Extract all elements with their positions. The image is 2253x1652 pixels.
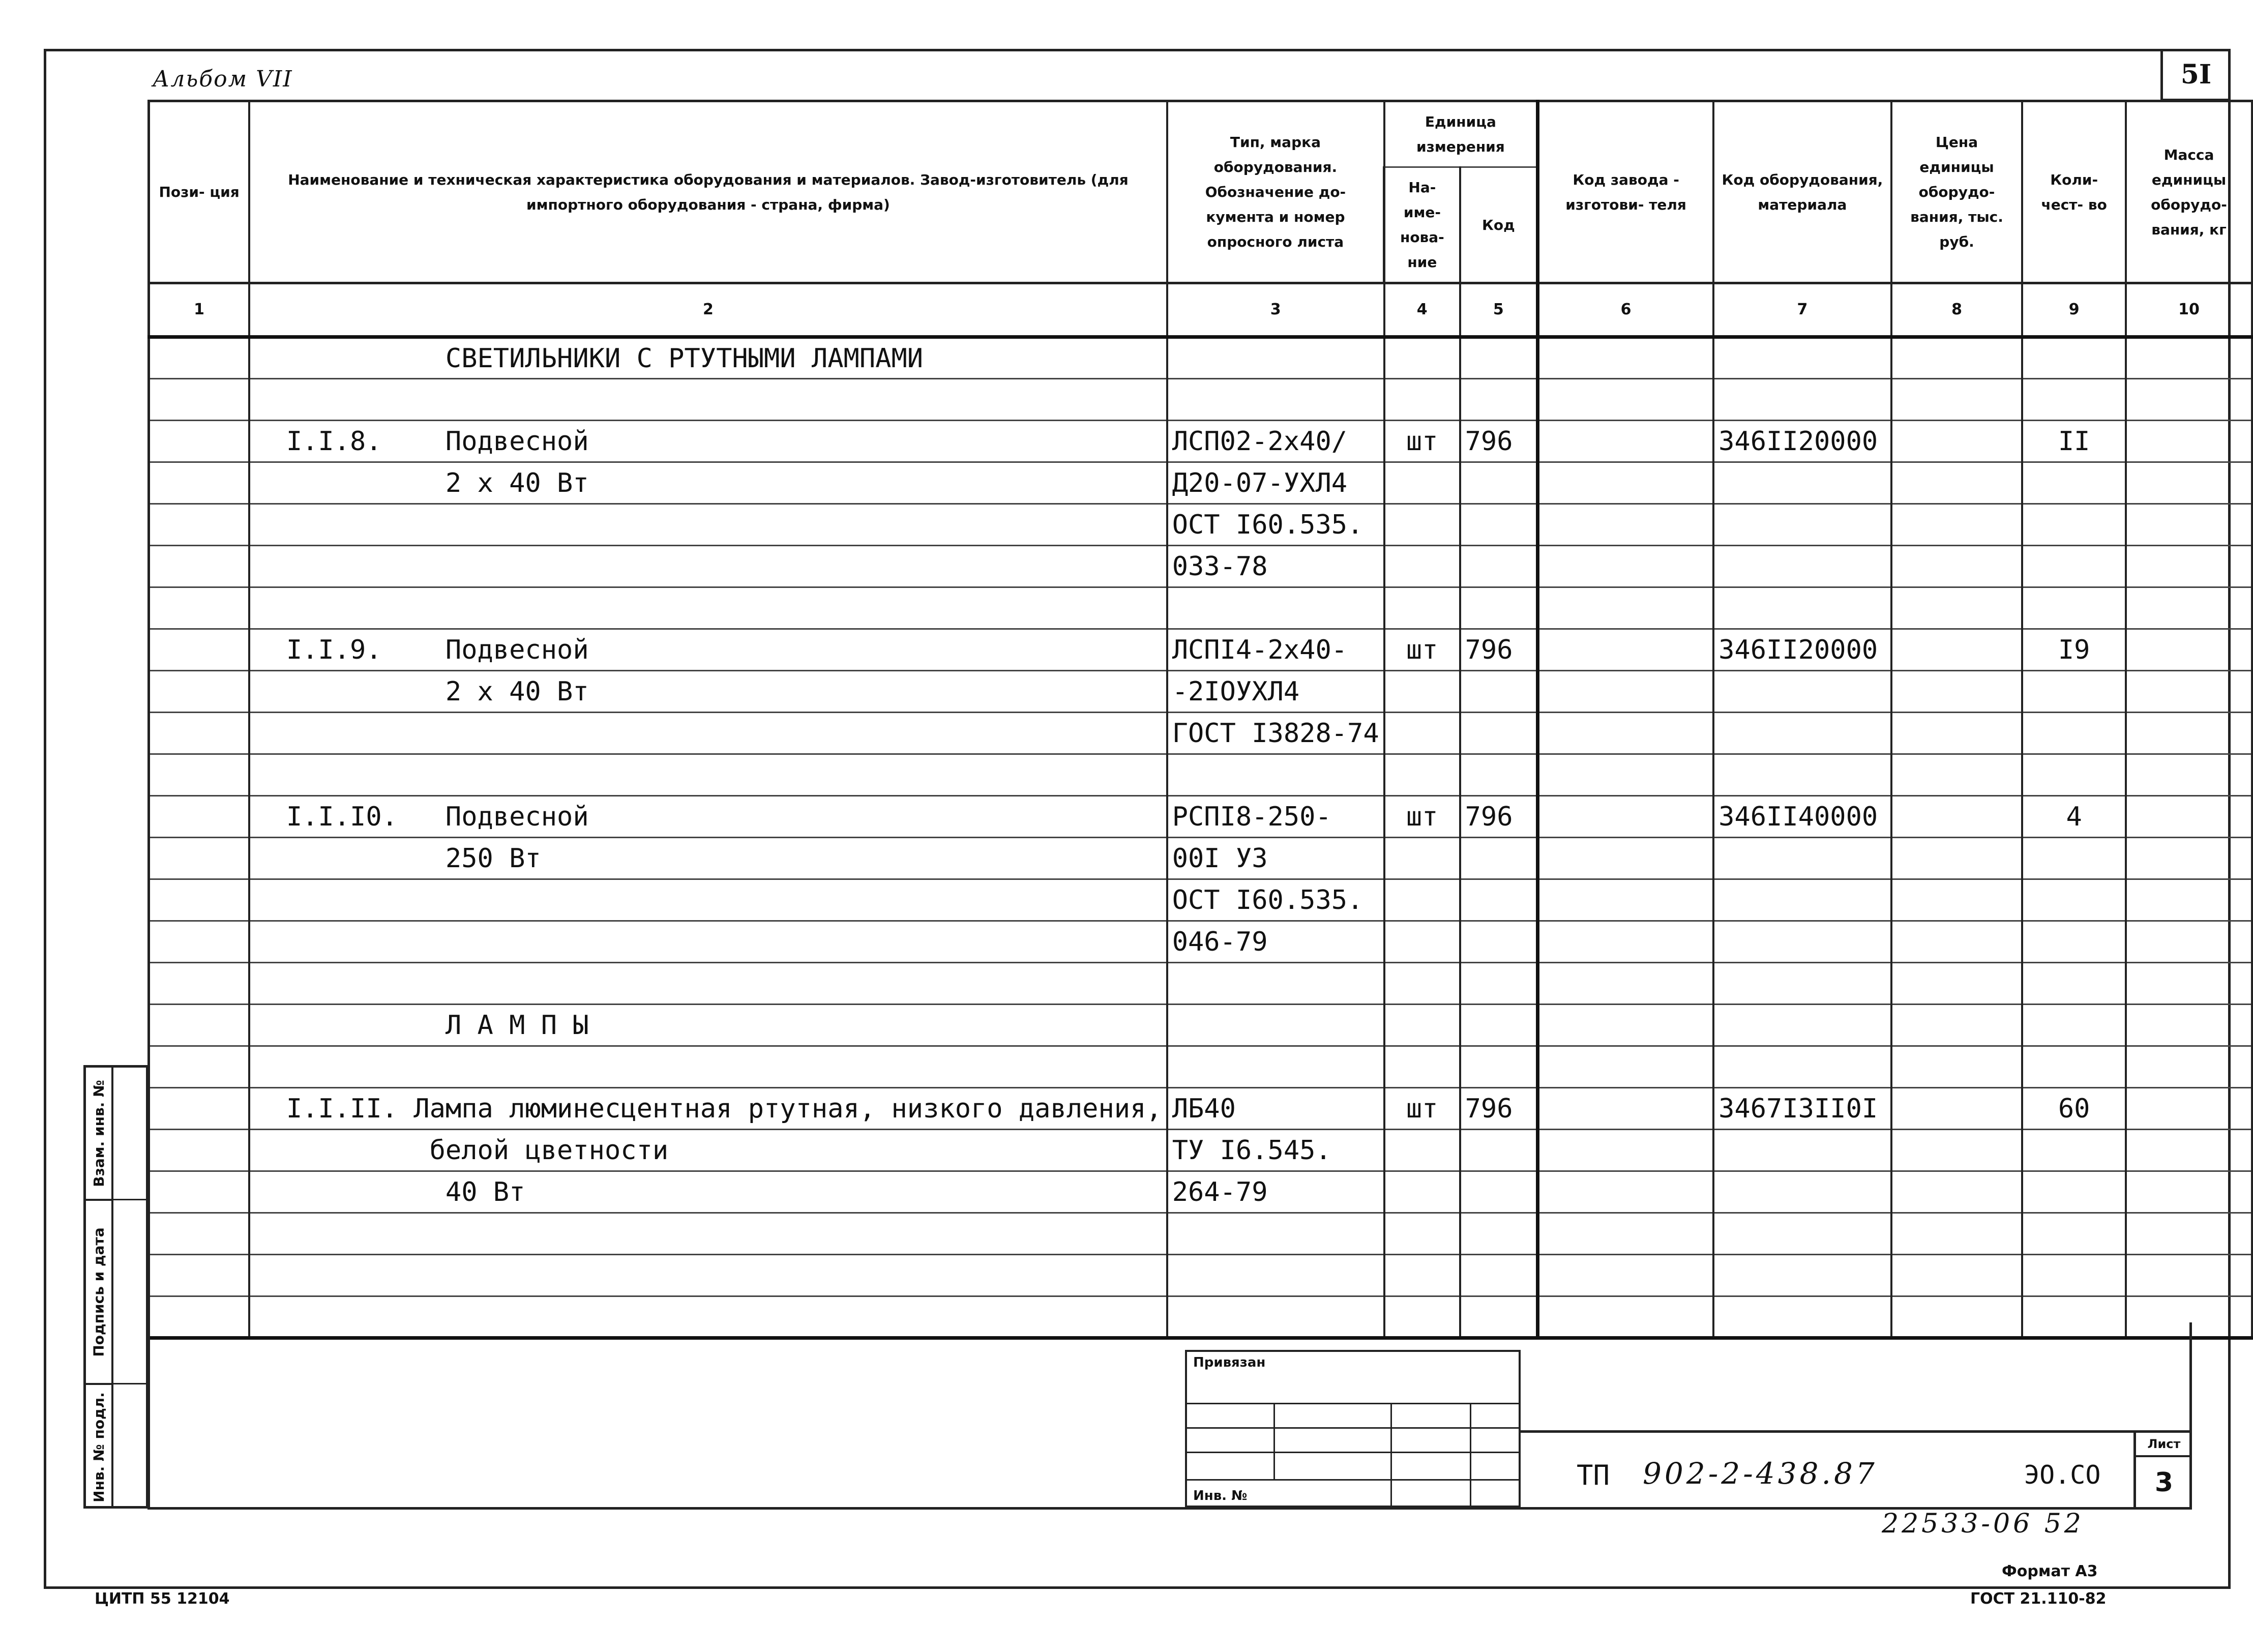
- cell-maker: [1538, 796, 1714, 838]
- cell-name: [249, 754, 1167, 796]
- cell-name: I.I.II. Лампа люминесцентная ртутная, низкого давления,: [249, 1088, 1167, 1130]
- cell-mass: [2126, 921, 2252, 963]
- cell-qty: [2022, 754, 2126, 796]
- cell-qty: [2022, 838, 2126, 879]
- cell-maker: [1538, 1088, 1714, 1130]
- cell-code: [1460, 546, 1538, 587]
- cell-name: 2 х 40 Вт: [249, 671, 1167, 713]
- cell-price: [1891, 379, 2023, 421]
- cell-unit: [1384, 546, 1460, 587]
- cell-unit: [1384, 1255, 1460, 1296]
- cell-qty: [2022, 963, 2126, 1005]
- cell-type: ОСТ I60.535.: [1167, 879, 1384, 921]
- cell-unit: [1384, 1005, 1460, 1046]
- cell-equip: [1713, 546, 1891, 587]
- cell-maker: [1538, 337, 1714, 379]
- cell-type: [1167, 1255, 1384, 1296]
- cell-name: 2 х 40 Вт: [249, 462, 1167, 504]
- cell-qty: [2022, 504, 2126, 546]
- cell-pos: [149, 629, 250, 671]
- cell-equip: [1713, 671, 1891, 713]
- cell-pos: [149, 421, 250, 462]
- cell-price: [1891, 963, 2023, 1005]
- cell-qty: [2022, 1255, 2126, 1296]
- cell-price: [1891, 462, 2023, 504]
- cell-type: ЛСП02-2х40/: [1167, 421, 1384, 462]
- specification-table: [147, 100, 2253, 1340]
- cell-maker: [1538, 421, 1714, 462]
- cell-unit: [1384, 1046, 1460, 1088]
- cell-equip: [1713, 879, 1891, 921]
- table-row: [149, 879, 2252, 921]
- cell-price: [1891, 1213, 2023, 1255]
- cell-equip: [1713, 754, 1891, 796]
- cell-pos: [149, 546, 250, 587]
- cell-mass: [2126, 838, 2252, 879]
- cell-price: [1891, 879, 2023, 921]
- cell-unit: [1384, 713, 1460, 754]
- cell-code: [1460, 462, 1538, 504]
- header-unit-group: Единица измерения: [1384, 101, 1538, 167]
- cell-pos: [149, 713, 250, 754]
- cell-code: [1460, 587, 1538, 629]
- cell-type: -2IОУХЛ4: [1167, 671, 1384, 713]
- cell-name: [249, 1213, 1167, 1255]
- cell-maker: [1538, 1213, 1714, 1255]
- cell-pos: [149, 838, 250, 879]
- cell-code: [1460, 838, 1538, 879]
- cell-equip: [1713, 963, 1891, 1005]
- col-number: 1: [149, 283, 250, 337]
- cell-code: 796: [1460, 796, 1538, 838]
- table-row: [149, 713, 2252, 754]
- cell-maker: [1538, 504, 1714, 546]
- table-row: [149, 671, 2252, 713]
- cell-maker: [1538, 879, 1714, 921]
- cell-unit: [1384, 879, 1460, 921]
- table-row: [149, 587, 2252, 629]
- cell-type: [1167, 337, 1384, 379]
- cell-code: [1460, 337, 1538, 379]
- cell-equip: [1713, 838, 1891, 879]
- table-row: [149, 1088, 2252, 1130]
- cell-equip: [1713, 713, 1891, 754]
- cell-type: [1167, 1046, 1384, 1088]
- header-name: Наименование и техническая характеристика оборудования и материалов. Завод-изготовитель (для импортного оборудования - страна, фирма): [249, 101, 1167, 283]
- cell-pos: [149, 879, 250, 921]
- cell-unit: [1384, 963, 1460, 1005]
- cell-maker: [1538, 1005, 1714, 1046]
- header-type: Тип, марка оборудования. Обозначение до- кумента и номер опросного листа: [1167, 101, 1384, 283]
- cell-qty: [2022, 921, 2126, 963]
- cell-type: [1167, 1005, 1384, 1046]
- cell-code: 796: [1460, 629, 1538, 671]
- header-mass: Масса единицы оборудо- вания, кг: [2126, 101, 2252, 283]
- cell-qty: [2022, 337, 2126, 379]
- cell-maker: [1538, 754, 1714, 796]
- cell-qty: [2022, 1171, 2126, 1213]
- cell-type: [1167, 379, 1384, 421]
- cell-type: ТУ I6.545.: [1167, 1130, 1384, 1171]
- cell-code: [1460, 379, 1538, 421]
- cell-qty: [2022, 462, 2126, 504]
- cell-unit: шт: [1384, 1088, 1460, 1130]
- cell-code: [1460, 754, 1538, 796]
- cell-pos: [149, 921, 250, 963]
- stamp-code: ТП: [1577, 1459, 1610, 1491]
- cell-type: 00I У3: [1167, 838, 1384, 879]
- cell-qty: [2022, 671, 2126, 713]
- col-number: 5: [1460, 283, 1538, 337]
- stamp-mark: ЭО.СО: [2024, 1460, 2101, 1490]
- cell-type: РСПI8-250-: [1167, 796, 1384, 838]
- cell-mass: [2126, 1213, 2252, 1255]
- cell-qty: I9: [2022, 629, 2126, 671]
- cell-name: Л А М П Ы: [249, 1005, 1167, 1046]
- cell-equip: [1713, 1255, 1891, 1296]
- cell-qty: [2022, 713, 2126, 754]
- cell-maker: [1538, 587, 1714, 629]
- cell-unit: [1384, 838, 1460, 879]
- cell-code: [1460, 1005, 1538, 1046]
- col-number: 8: [1891, 283, 2023, 337]
- cell-name: [249, 546, 1167, 587]
- table-row: [149, 963, 2252, 1005]
- cell-unit: [1384, 379, 1460, 421]
- cell-name: I.I.I0. Подвесной: [249, 796, 1167, 838]
- cell-name: [249, 879, 1167, 921]
- table-row: [149, 838, 2252, 879]
- cell-pos: [149, 1213, 250, 1255]
- cell-name: [249, 504, 1167, 546]
- cell-maker: [1538, 379, 1714, 421]
- cell-mass: [2126, 1171, 2252, 1213]
- table-row: [149, 546, 2252, 587]
- cell-equip: 346II20000: [1713, 421, 1891, 462]
- cell-name: I.I.9. Подвесной: [249, 629, 1167, 671]
- header-unit-name: На- име- нова- ние: [1384, 167, 1460, 283]
- cell-price: [1891, 796, 2023, 838]
- cell-code: [1460, 504, 1538, 546]
- cell-name: [249, 713, 1167, 754]
- cell-qty: II: [2022, 421, 2126, 462]
- cell-qty: [2022, 546, 2126, 587]
- cell-name: [249, 587, 1167, 629]
- cell-pos: [149, 1088, 250, 1130]
- table-row: [149, 1005, 2252, 1046]
- cell-pos: [149, 504, 250, 546]
- cell-type: 264-79: [1167, 1171, 1384, 1213]
- cell-pos: [149, 1171, 250, 1213]
- cell-type: 046-79: [1167, 921, 1384, 963]
- cell-maker: [1538, 1130, 1714, 1171]
- bound-inv: Инв. №: [1193, 1488, 1248, 1503]
- table-row: [149, 754, 2252, 796]
- cell-qty: [2022, 1005, 2126, 1046]
- cell-mass: [2126, 1255, 2252, 1296]
- table-row: [149, 1255, 2252, 1296]
- cell-equip: 346II20000: [1713, 629, 1891, 671]
- cell-mass: [2126, 796, 2252, 838]
- cell-qty: [2022, 1046, 2126, 1088]
- cell-code: [1460, 1255, 1538, 1296]
- cell-code: [1460, 1130, 1538, 1171]
- cell-qty: [2022, 1130, 2126, 1171]
- cell-equip: [1713, 462, 1891, 504]
- table-row: [149, 1046, 2252, 1088]
- cell-code: [1460, 1046, 1538, 1088]
- cell-code: [1460, 879, 1538, 921]
- cell-qty: 60: [2022, 1088, 2126, 1130]
- cell-unit: [1384, 671, 1460, 713]
- cell-mass: [2126, 546, 2252, 587]
- cell-code: [1460, 671, 1538, 713]
- table-row: [149, 504, 2252, 546]
- header-price: Цена единицы оборудо- вания, тыс. руб.: [1891, 101, 2023, 283]
- cell-qty: [2022, 879, 2126, 921]
- cell-code: [1460, 713, 1538, 754]
- cell-unit: шт: [1384, 629, 1460, 671]
- cell-maker: [1538, 1046, 1714, 1088]
- cell-name: белой цветности: [249, 1130, 1167, 1171]
- header-maker: Код завода - изготови- теля: [1538, 101, 1714, 283]
- cell-name: [249, 1046, 1167, 1088]
- cell-price: [1891, 671, 2023, 713]
- list-box: [2133, 1433, 2192, 1510]
- cell-maker: [1538, 671, 1714, 713]
- cell-equip: 3467I3II0I: [1713, 1088, 1891, 1130]
- table-row: [149, 1130, 2252, 1171]
- cell-maker: [1538, 629, 1714, 671]
- table-row: [149, 1171, 2252, 1213]
- cell-pos: [149, 671, 250, 713]
- cell-name: 40 Вт: [249, 1171, 1167, 1213]
- cell-type: [1167, 963, 1384, 1005]
- col-number: 3: [1167, 283, 1384, 337]
- cell-mass: [2126, 1088, 2252, 1130]
- cell-price: [1891, 337, 2023, 379]
- cell-unit: шт: [1384, 796, 1460, 838]
- table-row: [149, 796, 2252, 838]
- cell-unit: [1384, 754, 1460, 796]
- cell-name: I.I.8. Подвесной: [249, 421, 1167, 462]
- cell-maker: [1538, 546, 1714, 587]
- cell-type: [1167, 754, 1384, 796]
- stamp-project-number: 902-2-438.87: [1643, 1456, 1878, 1491]
- cell-mass: [2126, 1046, 2252, 1088]
- cell-name: 250 Вт: [249, 838, 1167, 879]
- cell-mass: [2126, 1005, 2252, 1046]
- cell-price: [1891, 1255, 2023, 1296]
- cell-type: ЛБ40: [1167, 1088, 1384, 1130]
- cell-price: [1891, 1088, 2023, 1130]
- title-stamp: [1521, 1430, 2192, 1512]
- sheet-number-top: 5I: [2160, 50, 2229, 101]
- cell-code: 796: [1460, 421, 1538, 462]
- cell-mass: [2126, 462, 2252, 504]
- cell-price: [1891, 546, 2023, 587]
- col-number: 7: [1713, 283, 1891, 337]
- cell-equip: [1713, 337, 1891, 379]
- cell-name: [249, 1255, 1167, 1296]
- cell-mass: [2126, 504, 2252, 546]
- cell-name: [249, 963, 1167, 1005]
- header-qty: Коли- чест- во: [2022, 101, 2126, 283]
- cell-equip: [1713, 587, 1891, 629]
- col-number: 10: [2126, 283, 2252, 337]
- col-number: 4: [1384, 283, 1460, 337]
- cell-equip: [1713, 1130, 1891, 1171]
- cell-name: СВЕТИЛЬНИКИ С РТУТНЫМИ ЛАМПАМИ: [249, 337, 1167, 379]
- cell-pos: [149, 1005, 250, 1046]
- col-number: 9: [2022, 283, 2126, 337]
- header-unit-code: Код: [1460, 167, 1538, 283]
- cell-type: [1167, 587, 1384, 629]
- cell-type: 033-78: [1167, 546, 1384, 587]
- cell-unit: [1384, 337, 1460, 379]
- cell-price: [1891, 504, 2023, 546]
- cell-equip: [1713, 921, 1891, 963]
- side-inv-podl: Инв. № подл.: [90, 1392, 107, 1502]
- cell-equip: [1713, 379, 1891, 421]
- cell-pos: [149, 754, 250, 796]
- cell-type: ЛСПI4-2х40-: [1167, 629, 1384, 671]
- cell-unit: [1384, 462, 1460, 504]
- list-value: 3: [2154, 1467, 2174, 1498]
- cell-unit: [1384, 1171, 1460, 1213]
- list-label: Лист: [2136, 1433, 2192, 1457]
- bound-block: [1185, 1350, 1521, 1508]
- table-row: [149, 921, 2252, 963]
- cell-equip: [1713, 1171, 1891, 1213]
- cell-code: [1460, 1171, 1538, 1213]
- cell-mass: [2126, 629, 2252, 671]
- cell-pos: [149, 462, 250, 504]
- cell-qty: [2022, 1213, 2126, 1255]
- cell-equip: 346II40000: [1713, 796, 1891, 838]
- cell-price: [1891, 921, 2023, 963]
- header-equip-code: Код оборудования, материала: [1713, 101, 1891, 283]
- side-podpis-data: Подпись и дата: [86, 1201, 111, 1385]
- cell-type: Д20-07-УХЛ4: [1167, 462, 1384, 504]
- gost-label: ГОСТ 21.110-82: [1970, 1590, 2107, 1608]
- cell-unit: шт: [1384, 421, 1460, 462]
- cell-qty: 4: [2022, 796, 2126, 838]
- cell-equip: [1713, 1213, 1891, 1255]
- cell-maker: [1538, 462, 1714, 504]
- table-row: [149, 629, 2252, 671]
- bound-label: Привязан: [1193, 1355, 1266, 1370]
- cell-unit: [1384, 504, 1460, 546]
- cell-pos: [149, 796, 250, 838]
- cell-mass: [2126, 963, 2252, 1005]
- cell-price: [1891, 421, 2023, 462]
- cell-code: [1460, 963, 1538, 1005]
- cell-pos: [149, 1046, 250, 1088]
- cell-unit: [1384, 921, 1460, 963]
- cell-name: [249, 921, 1167, 963]
- cell-mass: [2126, 379, 2252, 421]
- cell-equip: [1713, 1005, 1891, 1046]
- handwritten-number: 22533-06 52: [1882, 1509, 2084, 1539]
- cell-price: [1891, 587, 2023, 629]
- table-row: [149, 1213, 2252, 1255]
- cell-price: [1891, 1005, 2023, 1046]
- cell-code: [1460, 921, 1538, 963]
- col-number: 6: [1538, 283, 1714, 337]
- cell-type: ГОСТ I3828-74: [1167, 713, 1384, 754]
- cell-pos: [149, 587, 250, 629]
- side-vzam-inv: Взам. инв. №: [86, 1068, 111, 1201]
- table-row: [149, 421, 2252, 462]
- cell-type: [1167, 1213, 1384, 1255]
- format-label: Формат А3: [2002, 1562, 2098, 1580]
- cell-mass: [2126, 1130, 2252, 1171]
- specification-body: [149, 337, 2252, 1338]
- cell-unit: [1384, 587, 1460, 629]
- cell-pos: [149, 337, 250, 379]
- header-pos: Пози- ция: [149, 101, 250, 283]
- cell-code: [1460, 1213, 1538, 1255]
- cell-mass: [2126, 754, 2252, 796]
- cell-pos: [149, 963, 250, 1005]
- cell-maker: [1538, 713, 1714, 754]
- cell-maker: [1538, 838, 1714, 879]
- cell-mass: [2126, 421, 2252, 462]
- cell-price: [1891, 713, 2023, 754]
- cell-price: [1891, 629, 2023, 671]
- table-row: [149, 462, 2252, 504]
- cell-maker: [1538, 963, 1714, 1005]
- cell-mass: [2126, 587, 2252, 629]
- table-row: [149, 379, 2252, 421]
- cell-equip: [1713, 504, 1891, 546]
- cell-code: 796: [1460, 1088, 1538, 1130]
- cell-mass: [2126, 671, 2252, 713]
- cell-name: [249, 379, 1167, 421]
- cell-price: [1891, 1046, 2023, 1088]
- citp-label: ЦИТП 55 12104: [95, 1590, 230, 1608]
- cell-price: [1891, 754, 2023, 796]
- cell-mass: [2126, 337, 2252, 379]
- cell-maker: [1538, 1255, 1714, 1296]
- col-number: 2: [249, 283, 1167, 337]
- cell-pos: [149, 379, 250, 421]
- cell-qty: [2022, 379, 2126, 421]
- table-row: [149, 337, 2252, 379]
- cell-equip: [1713, 1046, 1891, 1088]
- cell-pos: [149, 1255, 250, 1296]
- side-stamp: [83, 1065, 149, 1509]
- cell-mass: [2126, 879, 2252, 921]
- cell-type: ОСТ I60.535.: [1167, 504, 1384, 546]
- cell-price: [1891, 1171, 2023, 1213]
- cell-pos: [149, 1130, 250, 1171]
- cell-price: [1891, 838, 2023, 879]
- cell-qty: [2022, 587, 2126, 629]
- cell-price: [1891, 1130, 2023, 1171]
- cell-unit: [1384, 1130, 1460, 1171]
- cell-unit: [1384, 1213, 1460, 1255]
- album-label: Альбом VII: [153, 66, 293, 92]
- cell-mass: [2126, 713, 2252, 754]
- cell-maker: [1538, 1171, 1714, 1213]
- cell-maker: [1538, 921, 1714, 963]
